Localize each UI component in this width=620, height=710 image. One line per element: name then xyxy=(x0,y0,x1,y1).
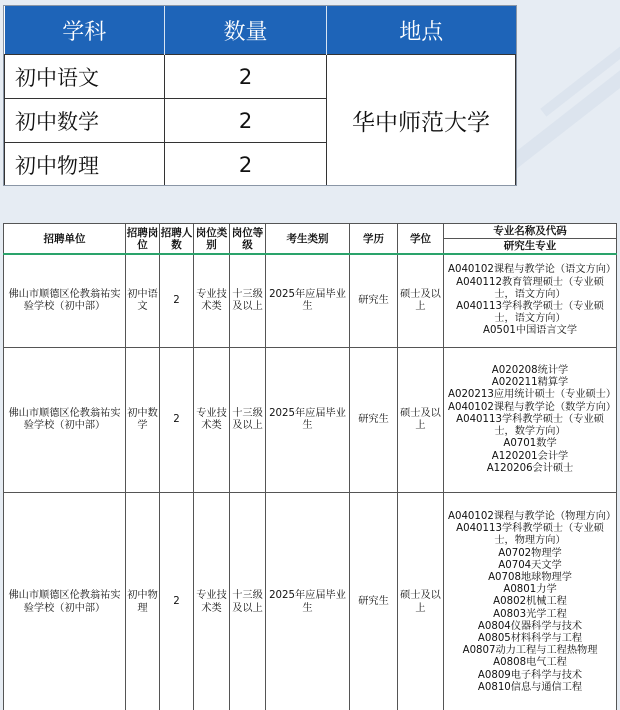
th-education: 学历 xyxy=(350,224,398,255)
count-cell: 2 xyxy=(165,143,327,187)
major-item: A020208统计学 xyxy=(491,365,569,377)
unit-cell: 佛山市顺德区伦教翁祐实验学校（初中部） xyxy=(4,254,126,348)
table-row xyxy=(4,254,617,348)
major-item: A020211精算学 xyxy=(491,377,569,389)
major-item: A0704天文学 xyxy=(498,559,562,571)
unit-cell: 佛山市顺德区伦教翁祐实验学校（初中部） xyxy=(4,493,126,710)
major-item: A040102课程与教学论（数学方向） xyxy=(448,401,617,413)
education-cell: 研究生 xyxy=(350,493,398,710)
category-cell: 专业技术类 xyxy=(194,254,230,348)
recruitment-table xyxy=(3,223,617,710)
header-count: 数量 xyxy=(165,6,327,55)
major-item: A040102课程与教学论（物理方向） xyxy=(448,510,617,522)
table-row xyxy=(4,348,617,493)
candidate-cell: 2025年应届毕业生 xyxy=(266,493,350,710)
majors-cell xyxy=(444,493,617,710)
table-row xyxy=(4,493,617,710)
major-item: A0807动力工程与工程热物理 xyxy=(462,645,598,657)
major-item: A0708地球物理学 xyxy=(488,571,572,583)
summary-row xyxy=(5,55,516,99)
th-unit: 招聘单位 xyxy=(4,224,126,255)
category-cell: 专业技术类 xyxy=(194,493,230,710)
major-item: A0805材料科学与工程 xyxy=(477,633,583,644)
major-item: A0802机械工程 xyxy=(493,596,567,608)
major-item: A0501中国语言文学 xyxy=(482,325,578,337)
majors-cell xyxy=(444,348,617,493)
header-location: 地点 xyxy=(327,6,516,55)
category-cell: 专业技术类 xyxy=(194,348,230,493)
major-item: A0809电子科学与技术 xyxy=(477,669,583,681)
major-item: A0702物理学 xyxy=(498,547,562,559)
th-level: 岗位等级 xyxy=(230,224,266,255)
major-item: A0810信息与通信工程 xyxy=(477,681,583,693)
num-cell: 2 xyxy=(160,493,194,710)
th-major: 专业名称及代码 xyxy=(444,224,617,239)
major-item: A040113学科教学硕士（专业硕士，数学方向） xyxy=(456,413,604,438)
major-item: A0803光学工程 xyxy=(493,608,567,620)
major-item: A0804仪器科学与技术 xyxy=(477,620,583,632)
th-post: 招聘岗位 xyxy=(126,224,160,255)
th-num: 招聘人数 xyxy=(160,224,194,255)
major-item: A120206会计硕士 xyxy=(486,462,574,474)
header-subject: 学科 xyxy=(5,6,165,55)
th-degree: 学位 xyxy=(398,224,444,255)
num-cell: 2 xyxy=(160,348,194,493)
level-cell: 十三级及以上 xyxy=(230,348,266,493)
num-cell: 2 xyxy=(160,254,194,348)
education-cell: 研究生 xyxy=(350,254,398,348)
level-cell: 十三级及以上 xyxy=(230,493,266,710)
major-item: A120201会计学 xyxy=(491,450,569,462)
level-cell: 十三级及以上 xyxy=(230,254,266,348)
major-item: A040113学科教学硕士（专业硕士，语文方向） xyxy=(456,301,604,325)
subject-cell: 初中语文 xyxy=(5,55,165,99)
degree-cell: 硕士及以上 xyxy=(398,254,444,348)
degree-cell: 硕士及以上 xyxy=(398,348,444,493)
major-item: A0808电气工程 xyxy=(493,657,567,669)
candidate-cell: 2025年应届毕业生 xyxy=(266,348,350,493)
candidate-cell: 2025年应届毕业生 xyxy=(266,254,350,348)
majors-cell xyxy=(444,254,617,348)
major-item: A020213应用统计硕士（专业硕士） xyxy=(448,389,617,401)
th-major-sub: 研究生专业 xyxy=(444,239,617,255)
major-item: A040112教育管理硕士（专业硕士，语文方向） xyxy=(456,276,604,300)
subject-cell: 初中物理 xyxy=(5,143,165,187)
th-category: 岗位类别 xyxy=(194,224,230,255)
major-item: A040113学科教学硕士（专业硕士，物理方向） xyxy=(456,523,604,547)
post-cell: 初中物理 xyxy=(126,493,160,710)
degree-cell: 硕士及以上 xyxy=(398,493,444,710)
count-cell: 2 xyxy=(165,99,327,143)
post-cell: 初中数学 xyxy=(126,348,160,493)
major-item: A0701数学 xyxy=(503,438,557,450)
unit-cell: 佛山市顺德区伦教翁祐实验学校（初中部） xyxy=(4,348,126,493)
post-cell: 初中语文 xyxy=(126,254,160,348)
location-cell: 华中师范大学 xyxy=(327,55,516,187)
count-cell: 2 xyxy=(165,55,327,99)
major-item: A040102课程与教学论（语文方向） xyxy=(448,264,617,276)
subject-cell: 初中数学 xyxy=(5,99,165,143)
major-item: A0801力学 xyxy=(503,584,557,596)
education-cell: 研究生 xyxy=(350,348,398,493)
summary-table xyxy=(3,5,517,186)
th-candidate: 考生类别 xyxy=(266,224,350,255)
